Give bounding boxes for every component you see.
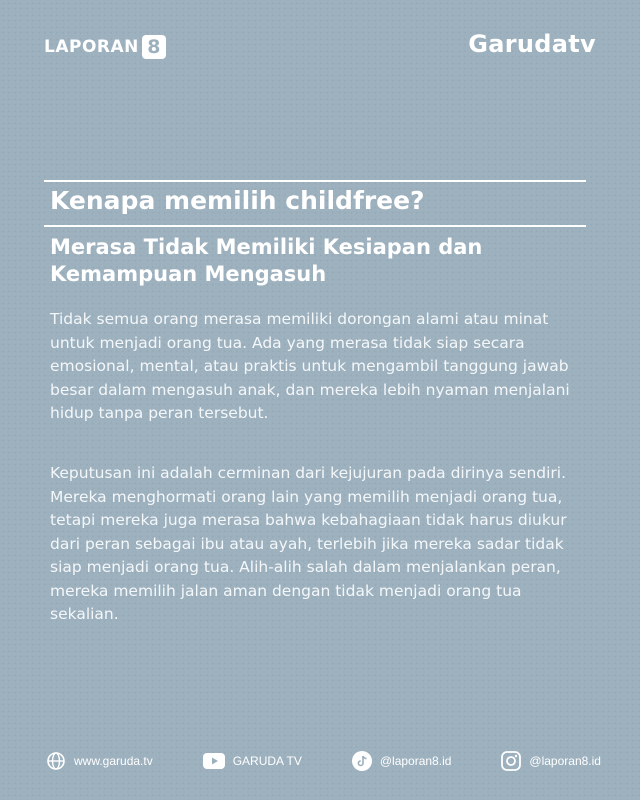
footer-instagram-label: @laporan8.id xyxy=(529,754,601,768)
laporan8-logo xyxy=(44,34,166,60)
footer-tiktok[interactable] xyxy=(352,751,452,771)
footer-tiktok-label: @laporan8.id xyxy=(379,754,452,768)
section-subtitle xyxy=(50,234,590,288)
garudatv-logo: Garudatv xyxy=(468,30,596,58)
footer-website[interactable] xyxy=(46,751,153,771)
footer-youtube[interactable] xyxy=(203,753,302,769)
instagram-icon xyxy=(501,751,521,771)
footer-youtube-label: GARUDA TV xyxy=(232,754,302,768)
logo-laporan-number: 8 xyxy=(142,35,166,59)
logo-laporan-word: LAPORAN xyxy=(44,37,139,57)
tiktok-icon xyxy=(352,751,372,771)
paragraph-2: Keputusan ini adalah cerminan dari kejujuran pada dirinya sendiri. Mereka menghormati orang lain yang memilih menjadi orang tua, tetapi mereka juga merasa bahwa kebahagiaan tidak harus diukur dari peran sebagai ibu atau ayah, terlebih jika mereka sadar tidak siap menjadi orang tua. Alih-alih salah dalam menjalankan peran, mereka memilih jalan aman dengan tidak menjadi orang tua sekalian. xyxy=(50,464,567,623)
subtitle-line-1: Merasa Tidak Memiliki Kesiapan dan xyxy=(50,235,483,259)
page-title: Kenapa memilih childfree? xyxy=(50,186,425,215)
subtitle-line-2: Kemampuan Mengasuh xyxy=(50,262,327,286)
globe-icon xyxy=(46,751,66,771)
divider-middle xyxy=(44,225,586,227)
divider-top xyxy=(44,180,586,182)
footer-instagram[interactable] xyxy=(501,751,601,771)
paragraph-1: Tidak semua orang merasa memiliki dorongan alami atau minat untuk menjadi orang tua. Ada yang merasa tidak siap secara emosional, mental, atau praktis untuk mengambil tanggung jawab besar dalam mengasuh anak, dan mereka lebih nyaman menjalani hidup tanpa peran tersebut. xyxy=(50,310,570,422)
footer-website-label: www.garuda.tv xyxy=(74,754,153,768)
youtube-icon xyxy=(203,753,225,769)
footer-social-bar xyxy=(46,750,601,772)
